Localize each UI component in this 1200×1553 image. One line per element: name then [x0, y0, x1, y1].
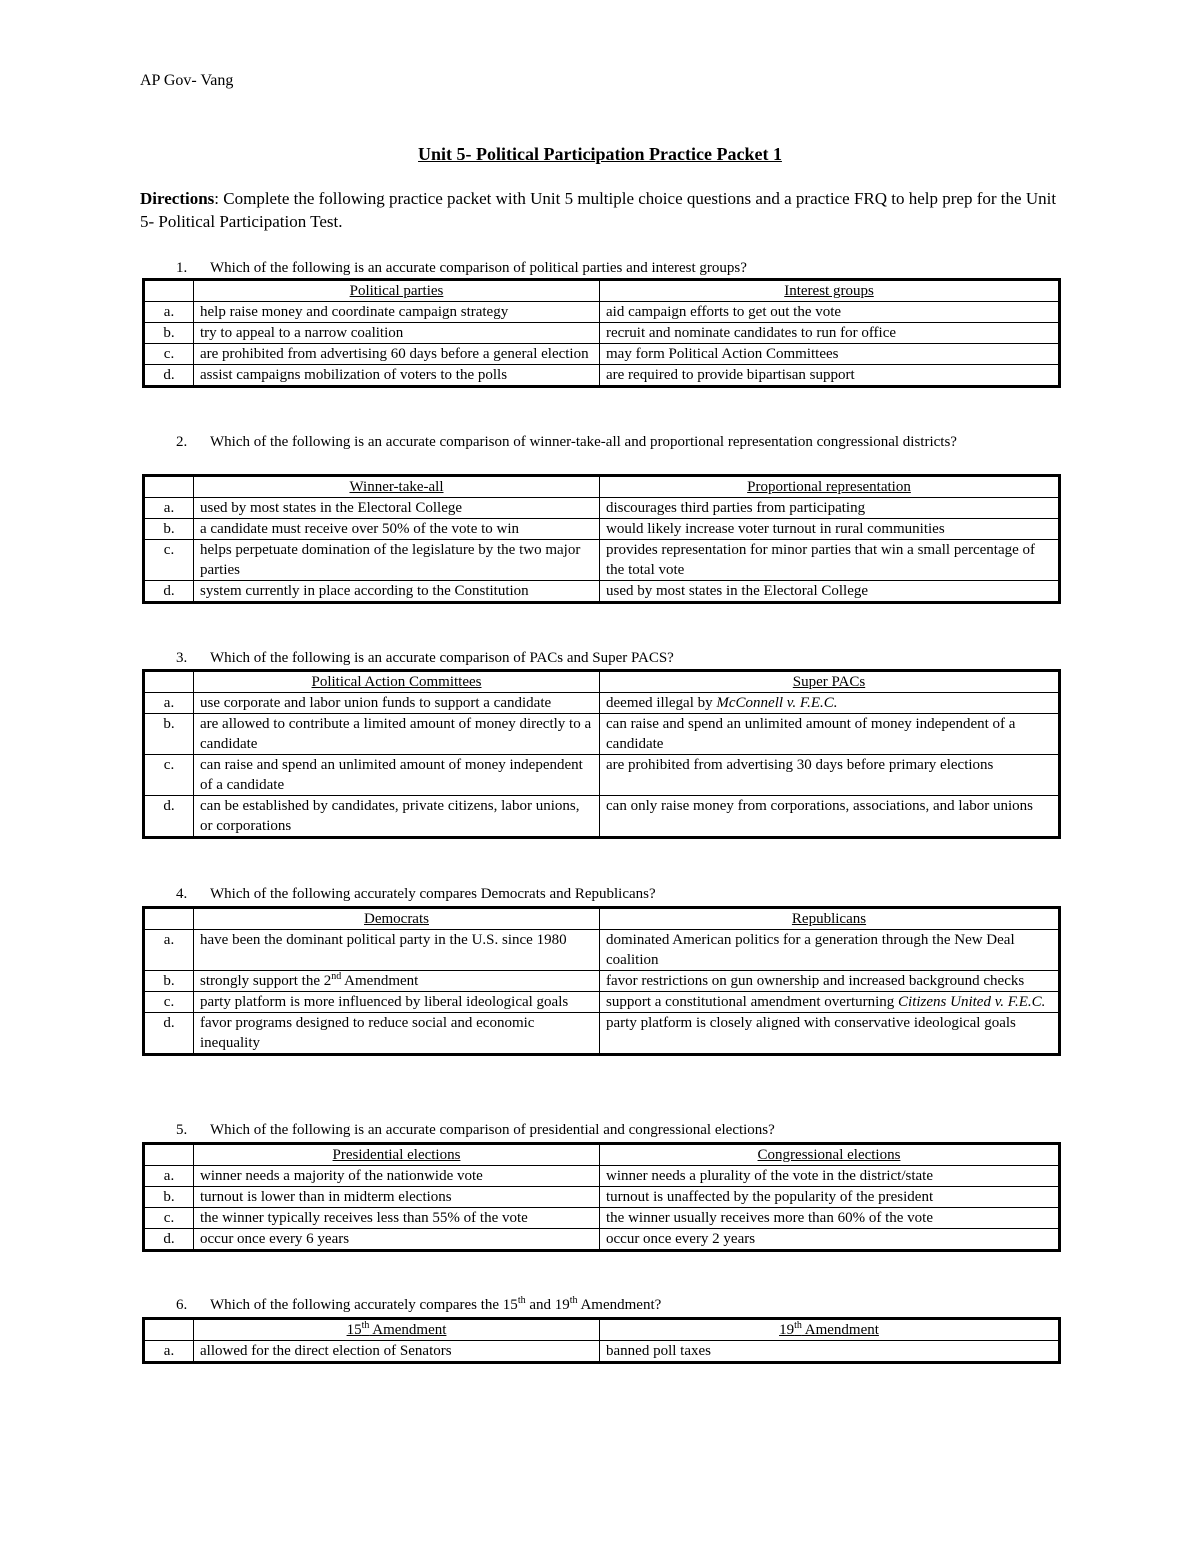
option-letter: a. — [144, 930, 194, 971]
header-text: 15 — [346, 1322, 362, 1338]
answer-row-a — [144, 1341, 1060, 1363]
option-letter: a. — [144, 498, 194, 519]
option-left: the winner typically receives less than 55% of the vote — [194, 1208, 600, 1229]
column-header-right: Republicans — [600, 908, 1060, 930]
answer-row-b — [144, 519, 1060, 540]
option-right: recruit and nominate candidates to run for office — [600, 323, 1060, 344]
option-right: party platform is closely aligned with conservative ideological goals — [600, 1013, 1060, 1055]
header-text: 19 — [779, 1322, 795, 1338]
answer-table-3 — [142, 669, 1061, 839]
option-left: helps perpetuate domination of the legislature by the two major parties — [194, 540, 600, 581]
column-header-left: Political parties — [194, 280, 600, 302]
option-right-text: support a constitutional amendment overturning — [606, 994, 899, 1010]
question-text: Which of the following is an accurate comparison of PACs and Super PACS? — [210, 650, 674, 666]
option-left: turnout is lower than in midterm elections — [194, 1187, 600, 1208]
question-number: 5. — [176, 1122, 188, 1138]
question-text: Which of the following is an accurate comparison of political parties and interest groups? — [210, 260, 747, 276]
option-letter: a. — [144, 1166, 194, 1187]
column-header-left: Democrats — [194, 908, 600, 930]
option-letter: d. — [144, 1229, 194, 1251]
answer-table-2 — [142, 474, 1061, 604]
option-left: help raise money and coordinate campaign strategy — [194, 302, 600, 323]
column-header-left — [194, 1319, 600, 1341]
column-header-right: Interest groups — [600, 280, 1060, 302]
option-left: used by most states in the Electoral College — [194, 498, 600, 519]
question-number: 3. — [176, 650, 188, 666]
option-left — [194, 971, 600, 992]
option-left: are prohibited from advertising 60 days before a general election — [194, 344, 600, 365]
answer-row-d — [144, 581, 1060, 603]
option-left-text-end: Amendment — [341, 973, 419, 989]
column-header-right: Super PACs — [600, 671, 1060, 693]
option-right: provides representation for minor parties that win a small percentage of the total vote — [600, 540, 1060, 581]
header-blank-cell — [144, 280, 194, 302]
answer-row-c — [144, 992, 1060, 1013]
table-header-row — [144, 671, 1060, 693]
ordinal-suffix: th — [794, 1320, 802, 1331]
question-text — [210, 1297, 661, 1313]
option-left: are allowed to contribute a limited amount of money directly to a candidate — [194, 714, 600, 755]
answer-row-a — [144, 302, 1060, 323]
answer-row-c — [144, 344, 1060, 365]
option-letter: b. — [144, 714, 194, 755]
answer-row-b — [144, 714, 1060, 755]
option-right: can only raise money from corporations, associations, and labor unions — [600, 796, 1060, 838]
question-1 — [176, 258, 1046, 278]
ordinal-suffix: nd — [331, 971, 342, 982]
option-left: favor programs designed to reduce social and economic inequality — [194, 1013, 600, 1055]
option-right: can raise and spend an unlimited amount of money independent of a candidate — [600, 714, 1060, 755]
column-header-right: Congressional elections — [600, 1144, 1060, 1166]
column-header-right: Proportional representation — [600, 476, 1060, 498]
option-letter: d. — [144, 1013, 194, 1055]
question-number: 1. — [176, 260, 188, 276]
directions-label: Directions — [140, 189, 215, 208]
column-header-right — [600, 1319, 1060, 1341]
ordinal-suffix: th — [361, 1320, 370, 1331]
option-right: the winner usually receives more than 60% of the vote — [600, 1208, 1060, 1229]
answer-row-a — [144, 930, 1060, 971]
option-letter: c. — [144, 992, 194, 1013]
directions — [140, 187, 1060, 233]
option-letter: a. — [144, 1341, 194, 1363]
option-right: favor restrictions on gun ownership and increased background checks — [600, 971, 1060, 992]
table-header-row — [144, 1319, 1060, 1341]
answer-row-d — [144, 365, 1060, 387]
header-blank-cell — [144, 1144, 194, 1166]
answer-row-a — [144, 498, 1060, 519]
answer-table-6 — [142, 1317, 1061, 1364]
option-letter: d. — [144, 796, 194, 838]
question-number: 6. — [176, 1297, 188, 1313]
ordinal-suffix: th — [517, 1295, 526, 1306]
option-letter: b. — [144, 323, 194, 344]
page-title: Unit 5- Political Participation Practice Packet 1 — [418, 144, 782, 164]
option-right: discourages third parties from participating — [600, 498, 1060, 519]
answer-table-5 — [142, 1142, 1061, 1252]
option-left: system currently in place according to the Constitution — [194, 581, 600, 603]
question-2 — [176, 432, 1090, 452]
option-right: are required to provide bipartisan support — [600, 365, 1060, 387]
option-right: occur once every 2 years — [600, 1229, 1060, 1251]
answer-table-4 — [142, 906, 1061, 1056]
question-text-start: Which of the following accurately compares the 15 — [210, 1297, 518, 1313]
option-right: used by most states in the Electoral College — [600, 581, 1060, 603]
answer-row-d — [144, 796, 1060, 838]
question-text-end: Amendment? — [577, 1297, 662, 1313]
option-letter: c. — [144, 755, 194, 796]
answer-row-d — [144, 1013, 1060, 1055]
header-blank-cell — [144, 671, 194, 693]
option-right: aid campaign efforts to get out the vote — [600, 302, 1060, 323]
option-letter: d. — [144, 365, 194, 387]
option-letter: b. — [144, 971, 194, 992]
question-text: Which of the following is an accurate comparison of winner-take-all and proportional representation congressional districts? — [210, 434, 957, 450]
header-blank-cell — [144, 908, 194, 930]
column-header-left: Presidential elections — [194, 1144, 600, 1166]
option-letter: c. — [144, 1208, 194, 1229]
answer-row-a — [144, 693, 1060, 714]
answer-row-a — [144, 1166, 1060, 1187]
question-5 — [176, 1120, 1046, 1140]
table-header-row — [144, 1144, 1060, 1166]
option-right: banned poll taxes — [600, 1341, 1060, 1363]
option-left: use corporate and labor union funds to support a candidate — [194, 693, 600, 714]
question-6 — [176, 1295, 1046, 1315]
option-letter: b. — [144, 1187, 194, 1208]
option-right: dominated American politics for a generation through the New Deal coalition — [600, 930, 1060, 971]
option-letter: a. — [144, 302, 194, 323]
header-text-end: Amendment — [801, 1322, 879, 1338]
column-header-left: Political Action Committees — [194, 671, 600, 693]
case-name: Citizens United v. F.E.C. — [898, 994, 1046, 1010]
option-right — [600, 693, 1060, 714]
table-header-row — [144, 280, 1060, 302]
option-right: winner needs a plurality of the vote in the district/state — [600, 1166, 1060, 1187]
option-letter: c. — [144, 540, 194, 581]
option-left: party platform is more influenced by liberal ideological goals — [194, 992, 600, 1013]
option-right: may form Political Action Committees — [600, 344, 1060, 365]
answer-row-c — [144, 540, 1060, 581]
header-blank-cell — [144, 476, 194, 498]
question-3 — [176, 648, 1046, 668]
question-text: Which of the following accurately compares Democrats and Republicans? — [210, 886, 656, 902]
option-left: a candidate must receive over 50% of the vote to win — [194, 519, 600, 540]
table-header-row — [144, 908, 1060, 930]
option-letter: b. — [144, 519, 194, 540]
header-blank-cell — [144, 1319, 194, 1341]
course-header: AP Gov- Vang — [140, 72, 234, 89]
answer-row-b — [144, 323, 1060, 344]
option-letter: a. — [144, 693, 194, 714]
ordinal-suffix: th — [569, 1295, 578, 1306]
option-right: are prohibited from advertising 30 days before primary elections — [600, 755, 1060, 796]
option-letter: c. — [144, 344, 194, 365]
option-left: can be established by candidates, private citizens, labor unions, or corporations — [194, 796, 600, 838]
directions-text: : Complete the following practice packet with Unit 5 multiple choice questions and a practice FRQ to help prep for the Unit 5- Political Participation Test. — [140, 189, 1057, 231]
table-header-row — [144, 476, 1060, 498]
option-left: winner needs a majority of the nationwide vote — [194, 1166, 600, 1187]
answer-row-c — [144, 755, 1060, 796]
option-left: assist campaigns mobilization of voters to the polls — [194, 365, 600, 387]
answer-row-d — [144, 1229, 1060, 1251]
option-left: allowed for the direct election of Senators — [194, 1341, 600, 1363]
answer-table-1 — [142, 278, 1061, 388]
option-left: have been the dominant political party in the U.S. since 1980 — [194, 930, 600, 971]
question-number: 4. — [176, 886, 188, 902]
answer-row-c — [144, 1208, 1060, 1229]
option-left: try to appeal to a narrow coalition — [194, 323, 600, 344]
option-left: occur once every 6 years — [194, 1229, 600, 1251]
question-text: Which of the following is an accurate comparison of presidential and congressional elections? — [210, 1122, 775, 1138]
question-4 — [176, 884, 1046, 904]
option-right-text: deemed illegal by — [606, 695, 717, 711]
option-letter: d. — [144, 581, 194, 603]
question-text-mid: and 19 — [525, 1297, 570, 1313]
option-right: would likely increase voter turnout in rural communities — [600, 519, 1060, 540]
option-left-text: strongly support the 2 — [200, 973, 332, 989]
option-left: can raise and spend an unlimited amount of money independent of a candidate — [194, 755, 600, 796]
answer-row-b — [144, 1187, 1060, 1208]
header-text-end: Amendment — [369, 1322, 447, 1338]
column-header-left: Winner-take-all — [194, 476, 600, 498]
option-right: turnout is unaffected by the popularity of the president — [600, 1187, 1060, 1208]
option-right — [600, 992, 1060, 1013]
question-number: 2. — [176, 434, 188, 450]
answer-row-b — [144, 971, 1060, 992]
case-name: McConnell v. F.E.C. — [716, 695, 838, 711]
